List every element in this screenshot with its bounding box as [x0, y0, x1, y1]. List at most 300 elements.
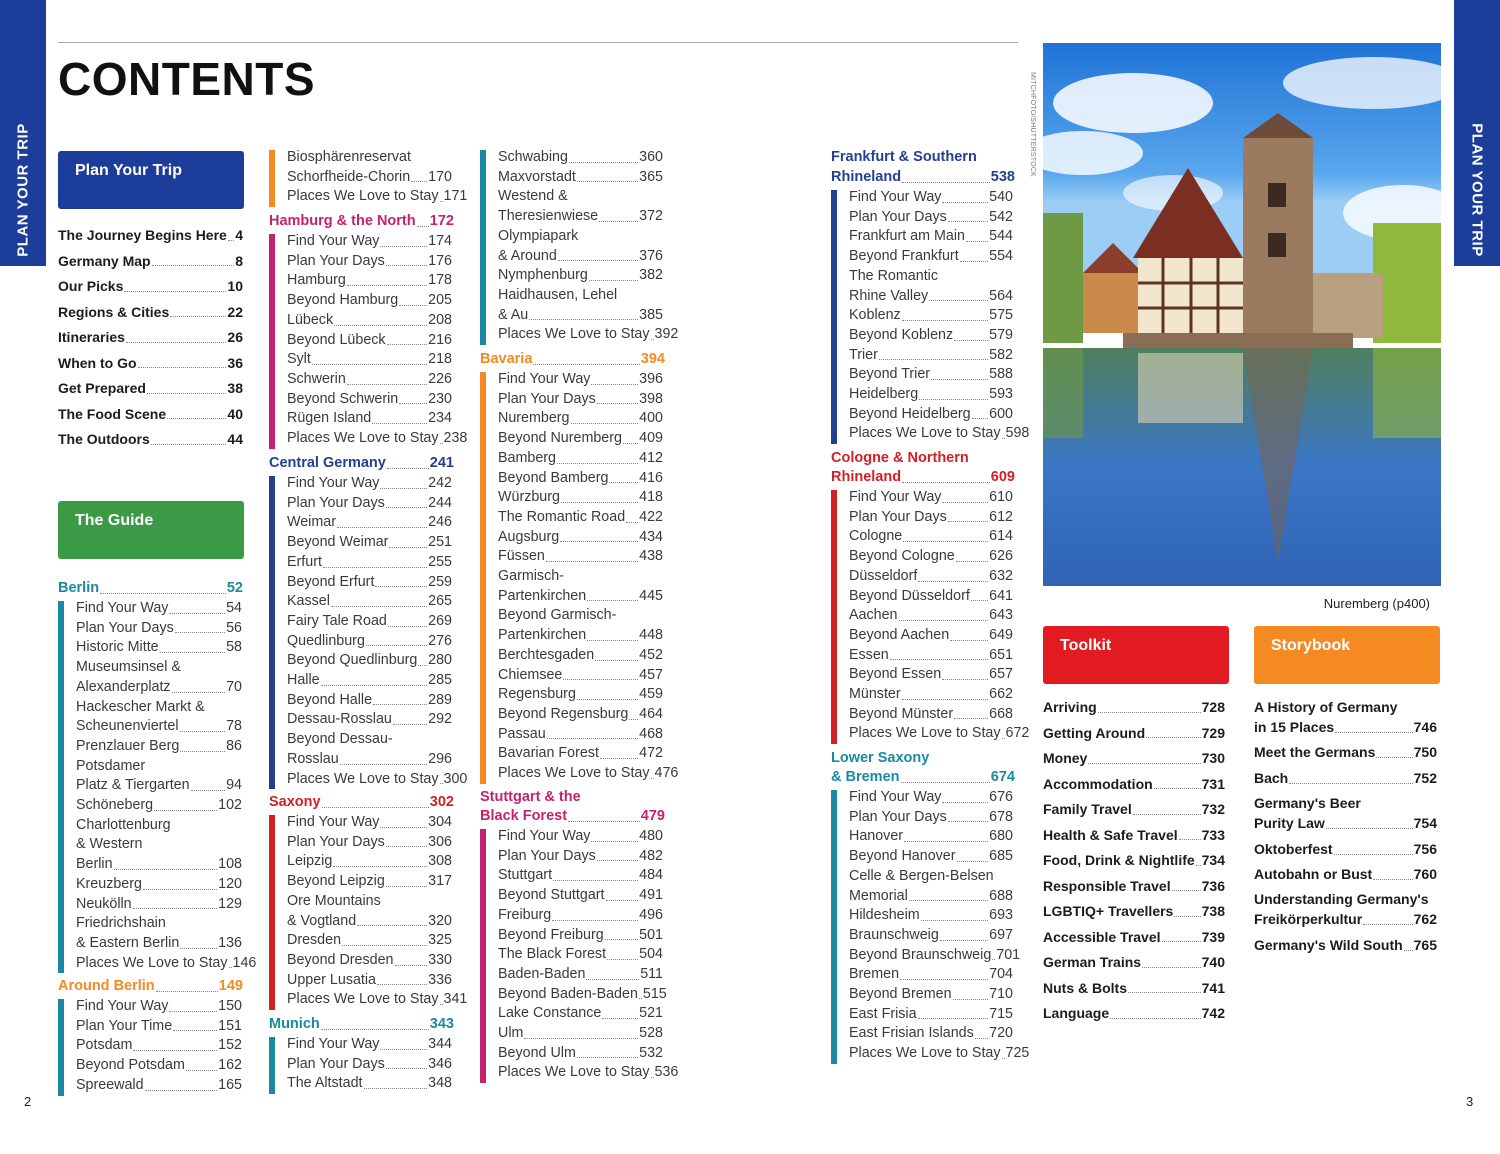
section-heading[interactable]: Cologne & Northern — [831, 450, 969, 466]
toc-entry[interactable] — [498, 866, 663, 886]
toc-entry[interactable] — [498, 587, 663, 607]
toc-entry[interactable] — [1254, 814, 1437, 834]
dot-leader — [902, 320, 988, 321]
toc-entry[interactable] — [849, 326, 1013, 346]
toc-entry[interactable] — [849, 587, 1013, 607]
plan-item[interactable] — [58, 354, 243, 374]
page-number: 58 — [226, 639, 242, 656]
toc-entry[interactable] — [287, 971, 452, 991]
toc-entry[interactable] — [287, 429, 468, 449]
toc-entry[interactable] — [76, 997, 242, 1017]
toc-entry[interactable] — [849, 808, 1013, 828]
toc-entry[interactable] — [287, 331, 452, 351]
dot-leader — [143, 889, 217, 890]
dot-leader — [386, 265, 427, 266]
page-number: 70 — [226, 678, 242, 695]
toc-entry[interactable] — [76, 717, 242, 737]
page-number: 540 — [989, 189, 1013, 205]
toc-entry[interactable] — [1043, 826, 1225, 846]
entry-title: Find Your Way — [498, 828, 591, 844]
toc-entry[interactable] — [1254, 743, 1437, 763]
toc-entry[interactable] — [1043, 953, 1225, 973]
toc-entry[interactable] — [287, 187, 468, 207]
dot-leader — [605, 939, 638, 940]
entry-title: The Black Forest — [498, 946, 607, 963]
toc-entry[interactable] — [287, 271, 452, 291]
entry-title: Beyond Ulm — [498, 1044, 576, 1061]
toc-entry[interactable] — [849, 227, 1013, 247]
entry-title: Hanover — [849, 828, 904, 845]
toc-entry[interactable] — [849, 665, 1013, 685]
toc-entry[interactable] — [1254, 769, 1437, 789]
section-heading[interactable] — [480, 350, 665, 370]
toc-entry[interactable] — [498, 926, 663, 946]
dot-leader — [966, 241, 988, 242]
page-number: 54 — [226, 600, 242, 616]
toc-entry[interactable] — [849, 606, 1013, 626]
toc-entry[interactable] — [287, 311, 452, 331]
dot-leader — [948, 221, 988, 222]
toc-entry[interactable] — [849, 385, 1013, 405]
toc-entry[interactable] — [849, 946, 1021, 966]
dot-leader — [229, 967, 232, 968]
toc-entry[interactable] — [498, 508, 663, 528]
entry-title: Bavarian Forest — [498, 745, 599, 762]
section-heading[interactable] — [58, 579, 243, 599]
toc-line: Friedrichshain — [76, 915, 166, 932]
toc-entry[interactable] — [76, 776, 242, 796]
entry-title: Rhineland — [831, 169, 902, 185]
toc-entry[interactable] — [1043, 851, 1225, 871]
dot-leader — [942, 679, 988, 680]
toc-entry[interactable] — [1043, 877, 1225, 897]
entry-title: Augsburg — [498, 528, 560, 545]
dot-leader — [386, 1068, 427, 1069]
page-number: 532 — [639, 1044, 663, 1061]
dot-leader — [395, 965, 428, 966]
toc-entry[interactable] — [498, 945, 663, 965]
toc-entry[interactable] — [849, 985, 1013, 1005]
toc-entry[interactable] — [76, 934, 242, 954]
dot-leader — [191, 790, 225, 791]
toc-entry[interactable] — [287, 1035, 452, 1055]
toc-entry[interactable] — [849, 1005, 1013, 1025]
entry-title: Find Your Way — [76, 998, 169, 1014]
toc-entry[interactable] — [287, 513, 452, 533]
dot-leader — [956, 561, 988, 562]
toc-entry[interactable] — [498, 646, 663, 666]
dot-leader — [569, 162, 638, 163]
section-heading[interactable]: Stuttgart & the — [480, 789, 581, 805]
toc-entry[interactable] — [498, 449, 663, 469]
toc-entry[interactable] — [498, 409, 663, 429]
toc-entry[interactable] — [498, 148, 663, 168]
dot-leader — [1002, 1058, 1005, 1059]
page-number: 241 — [429, 455, 454, 471]
toc-entry[interactable] — [498, 666, 663, 686]
toc-entry[interactable] — [498, 985, 667, 1005]
toc-entry[interactable] — [287, 1055, 452, 1075]
section-color-bar — [58, 999, 64, 1096]
entry-title: Weimar — [287, 514, 336, 531]
dot-leader — [919, 399, 988, 400]
toc-entry[interactable] — [76, 599, 242, 619]
dot-leader — [380, 827, 427, 828]
toc-entry[interactable] — [76, 737, 242, 757]
toc-entry[interactable] — [498, 1024, 663, 1044]
entry-title: Beyond Bremen — [849, 986, 952, 1002]
entry-title: Quedlinburg — [287, 632, 365, 649]
page-number: 129 — [218, 895, 242, 912]
toc-entry[interactable] — [849, 705, 1013, 725]
toc-entry[interactable] — [849, 365, 1013, 385]
page-number: 678 — [989, 808, 1013, 825]
entry-title: Places We Love to Stay — [498, 765, 650, 781]
toc-entry[interactable] — [849, 488, 1013, 508]
entry-title: Dresden — [287, 932, 342, 949]
section-heading[interactable]: Lower Saxony — [831, 750, 930, 766]
toc-entry[interactable] — [287, 931, 452, 951]
entry-title: Erfurt — [287, 553, 322, 570]
toc-entry[interactable] — [498, 390, 663, 410]
dot-leader — [169, 613, 225, 614]
entry-title: Language — [1043, 1005, 1110, 1021]
plan-item[interactable] — [58, 379, 243, 399]
toc-entry[interactable] — [287, 651, 452, 671]
dot-leader — [347, 384, 427, 385]
entry-title: Schwabing — [498, 149, 568, 165]
page-number: 588 — [989, 366, 1013, 383]
page-number: 754 — [1413, 815, 1437, 831]
plan-item[interactable] — [58, 226, 243, 246]
toc-entry[interactable] — [498, 1004, 663, 1024]
toc-entry[interactable] — [849, 724, 1030, 744]
dot-leader — [547, 738, 638, 739]
toc-entry[interactable] — [849, 646, 1013, 666]
toc-entry[interactable] — [1043, 724, 1225, 744]
toc-entry[interactable] — [498, 528, 663, 548]
entry-title: When to Go — [58, 354, 137, 371]
toc-entry[interactable] — [498, 886, 663, 906]
toc-entry[interactable] — [1043, 698, 1225, 718]
dot-leader — [347, 285, 427, 286]
section-heading[interactable] — [831, 768, 1015, 788]
toc-entry[interactable] — [1043, 775, 1225, 795]
page-number: 729 — [1201, 724, 1225, 741]
entry-title: Places We Love to Stay — [76, 954, 228, 971]
toc-entry[interactable] — [287, 409, 452, 429]
page-number: 688 — [989, 887, 1013, 904]
toc-entry[interactable] — [287, 232, 452, 252]
toc-entry[interactable] — [76, 954, 257, 974]
page-number: 459 — [639, 686, 663, 703]
toc-entry[interactable] — [498, 764, 679, 784]
toc-entry[interactable] — [498, 827, 663, 847]
entry-title: Saxony — [269, 794, 321, 810]
toc-entry[interactable] — [498, 266, 663, 286]
toc-entry[interactable] — [498, 705, 663, 725]
entry-title: Schöneberg — [76, 797, 154, 813]
toc-entry[interactable] — [287, 350, 452, 370]
toc-entry[interactable] — [287, 168, 452, 188]
toc-entry[interactable] — [1043, 928, 1225, 948]
toc-entry[interactable] — [1043, 749, 1225, 769]
toc-entry[interactable] — [849, 508, 1013, 528]
entry-title: Plan Your Days — [287, 833, 385, 850]
page-number: 385 — [639, 306, 663, 323]
toolkit-button[interactable]: Toolkit — [1043, 626, 1229, 684]
section-heading[interactable] — [269, 793, 454, 813]
entry-title: Beyond Bamberg — [498, 469, 609, 486]
entry-title: Purity Law — [1254, 815, 1325, 831]
toc-entry[interactable] — [76, 855, 242, 875]
toc-entry[interactable] — [498, 547, 663, 567]
toc-entry[interactable] — [498, 725, 663, 745]
toc-entry[interactable] — [287, 813, 452, 833]
toc-entry[interactable] — [498, 744, 663, 764]
page-number: 704 — [989, 966, 1013, 983]
side-tab-label: PLAN YOUR TRIP — [1468, 123, 1486, 257]
toc-entry[interactable] — [498, 965, 663, 985]
toc-entry[interactable] — [287, 390, 452, 410]
toc-entry[interactable] — [287, 632, 452, 652]
toc-entry[interactable] — [849, 306, 1013, 326]
toc-entry[interactable] — [498, 247, 663, 267]
toc-entry[interactable] — [287, 252, 452, 272]
toc-entry[interactable] — [1254, 718, 1437, 738]
toc-entry[interactable] — [287, 872, 452, 892]
toc-entry[interactable] — [849, 827, 1013, 847]
plan-item[interactable] — [58, 328, 243, 348]
entry-title: Places We Love to Stay — [849, 725, 1001, 742]
toc-line: Westend & — [498, 188, 568, 205]
dot-leader — [386, 846, 427, 847]
toc-entry[interactable] — [1043, 902, 1225, 922]
toc-entry[interactable] — [76, 796, 242, 816]
toc-entry[interactable] — [1043, 979, 1225, 999]
toc-entry[interactable] — [287, 990, 468, 1010]
toc-entry[interactable] — [287, 553, 452, 573]
toc-entry[interactable] — [498, 906, 663, 926]
toc-entry[interactable] — [849, 926, 1013, 946]
toc-line: Celle & Bergen-Belsen — [849, 867, 994, 884]
toc-entry[interactable] — [287, 671, 452, 691]
entry-title: Baden-Baden — [498, 965, 586, 982]
toc-entry[interactable] — [849, 247, 1013, 267]
toc-entry[interactable] — [287, 852, 452, 872]
toc-entry[interactable] — [76, 1017, 242, 1037]
toc-entry[interactable] — [498, 488, 663, 508]
toc-entry[interactable] — [76, 638, 242, 658]
section-heading[interactable] — [269, 454, 454, 474]
toc-entry[interactable] — [76, 1076, 242, 1096]
plan-item[interactable] — [58, 430, 243, 450]
section-heading[interactable] — [269, 212, 454, 232]
plan-your-trip-button[interactable]: Plan Your Trip — [58, 151, 244, 209]
page-number: 120 — [218, 875, 242, 892]
toc-entry[interactable] — [1254, 936, 1437, 956]
toc-entry[interactable] — [849, 547, 1013, 567]
toc-entry[interactable] — [849, 188, 1013, 208]
dot-leader — [380, 246, 427, 247]
toc-entry[interactable] — [287, 833, 452, 853]
section-heading[interactable] — [831, 468, 1015, 488]
toc-entry[interactable] — [849, 847, 1013, 867]
entry-title: Find Your Way — [76, 600, 169, 616]
toc-entry[interactable] — [849, 887, 1013, 907]
page-number: 136 — [218, 934, 242, 951]
page-number: 108 — [218, 856, 242, 873]
toc-entry[interactable] — [849, 788, 1013, 808]
dot-leader — [929, 300, 988, 301]
toc-entry[interactable] — [287, 573, 452, 593]
toc-entry[interactable] — [849, 1024, 1013, 1044]
toc-entry[interactable] — [849, 965, 1013, 985]
page-number: 344 — [428, 1036, 452, 1052]
dot-leader — [954, 340, 988, 341]
toc-entry[interactable] — [849, 208, 1013, 228]
toc-entry[interactable] — [849, 287, 1013, 307]
dot-leader — [948, 521, 988, 522]
toc-entry[interactable] — [498, 1044, 663, 1064]
toc-entry[interactable] — [849, 906, 1013, 926]
storybook-button[interactable]: Storybook — [1254, 626, 1440, 684]
entry-title: Black Forest — [480, 808, 568, 824]
toc-entry[interactable] — [849, 424, 1030, 444]
toc-entry[interactable] — [498, 1063, 679, 1083]
entry-title: Partenkirchen — [498, 627, 587, 644]
toc-entry[interactable] — [849, 1044, 1030, 1064]
toc-entry[interactable] — [849, 567, 1013, 587]
plan-item[interactable] — [58, 252, 243, 272]
toc-entry[interactable] — [1043, 1004, 1225, 1024]
toc-entry[interactable] — [287, 494, 452, 514]
plan-item[interactable] — [58, 303, 243, 323]
toc-entry[interactable] — [76, 875, 242, 895]
toc-entry[interactable] — [287, 770, 468, 790]
toc-entry[interactable] — [287, 691, 452, 711]
page-number: 482 — [639, 847, 663, 864]
page-number: 330 — [428, 951, 452, 968]
entry-title: Upper Lusatia — [287, 971, 377, 988]
dot-leader — [602, 1018, 638, 1019]
toc-entry[interactable] — [287, 612, 452, 632]
dot-leader — [563, 679, 638, 680]
section-heading[interactable] — [831, 168, 1015, 188]
toc-entry[interactable] — [498, 306, 663, 326]
page-number: 10 — [227, 278, 243, 294]
entry-title: Central Germany — [269, 455, 386, 471]
dot-leader — [145, 1090, 218, 1091]
toc-entry[interactable] — [498, 370, 663, 390]
toc-entry[interactable] — [76, 1056, 242, 1076]
page-number-right: 3 — [1466, 1094, 1474, 1109]
page-number: 255 — [428, 553, 452, 570]
toc-entry[interactable] — [287, 533, 452, 553]
toc-line: A History of Germany — [1254, 699, 1398, 715]
toc-entry[interactable] — [849, 405, 1013, 425]
toc-entry[interactable] — [849, 346, 1013, 366]
the-guide-button[interactable]: The Guide — [58, 501, 244, 559]
toc-entry[interactable] — [76, 619, 242, 639]
page-number: 306 — [428, 833, 452, 850]
dot-leader — [577, 1057, 638, 1058]
toc-entry[interactable] — [849, 626, 1013, 646]
dot-leader — [124, 291, 226, 292]
toc-line: & Western — [76, 836, 143, 853]
section-heading[interactable] — [269, 1015, 454, 1035]
plan-item[interactable] — [58, 405, 243, 425]
side-tab-left — [0, 0, 46, 266]
toc-entry[interactable] — [76, 895, 242, 915]
toc-entry[interactable] — [287, 291, 452, 311]
page-number: 491 — [639, 887, 663, 904]
entry-title: Bach — [1254, 770, 1289, 786]
dot-leader — [606, 900, 639, 901]
toc-entry[interactable] — [287, 474, 452, 494]
toc-entry[interactable] — [498, 207, 663, 227]
toc-entry[interactable] — [849, 527, 1013, 547]
entry-title: Schwerin — [287, 370, 346, 387]
dot-leader — [950, 640, 988, 641]
page-number: 22 — [227, 303, 243, 320]
toc-entry[interactable] — [1254, 865, 1437, 885]
dot-leader — [331, 606, 427, 607]
section-heading[interactable] — [58, 977, 243, 997]
photo-credit: MITCHFOTO/SHUTTERSTOCK — [1029, 72, 1036, 177]
toc-entry[interactable] — [849, 685, 1013, 705]
toc-entry[interactable] — [498, 626, 663, 646]
toc-entry[interactable] — [287, 710, 452, 730]
toc-entry[interactable] — [287, 592, 452, 612]
dot-leader — [651, 778, 654, 779]
toc-line: The Romantic — [849, 267, 938, 284]
entry-title: Beyond Trier — [849, 366, 931, 383]
section-heading[interactable] — [480, 807, 665, 827]
toc-entry[interactable] — [498, 325, 679, 345]
toc-entry[interactable] — [1043, 800, 1225, 820]
toc-entry[interactable] — [1254, 840, 1437, 860]
toc-entry[interactable] — [498, 168, 663, 188]
toc-entry[interactable] — [76, 1036, 242, 1056]
entry-title: Chiemsee — [498, 666, 563, 683]
section-heading[interactable]: Frankfurt & Southern — [831, 149, 977, 165]
entry-title: The Altstadt — [287, 1075, 363, 1092]
toc-entry[interactable] — [76, 678, 242, 698]
dot-leader — [186, 1070, 217, 1071]
page-number: 234 — [428, 410, 452, 427]
toc-entry[interactable] — [498, 429, 663, 449]
toc-entry[interactable] — [1254, 910, 1437, 930]
toc-line: Museumsinsel & — [76, 659, 181, 676]
toc-entry[interactable] — [498, 685, 663, 705]
toc-entry[interactable] — [287, 912, 452, 932]
toc-entry[interactable] — [287, 1074, 452, 1094]
toc-entry[interactable] — [498, 469, 663, 489]
plan-item[interactable] — [58, 277, 243, 297]
toc-entry[interactable] — [287, 370, 452, 390]
entry-title: Beyond Hamburg — [287, 292, 399, 309]
page-number: 438 — [639, 548, 663, 565]
entry-title: Frankfurt am Main — [849, 228, 965, 245]
toc-entry[interactable] — [287, 951, 452, 971]
entry-title: Potsdam — [76, 1037, 133, 1054]
page-number: 26 — [227, 329, 243, 345]
toc-entry[interactable] — [498, 847, 663, 867]
toc-entry[interactable] — [287, 750, 452, 770]
dot-leader — [151, 444, 227, 445]
dot-leader — [173, 1030, 217, 1031]
